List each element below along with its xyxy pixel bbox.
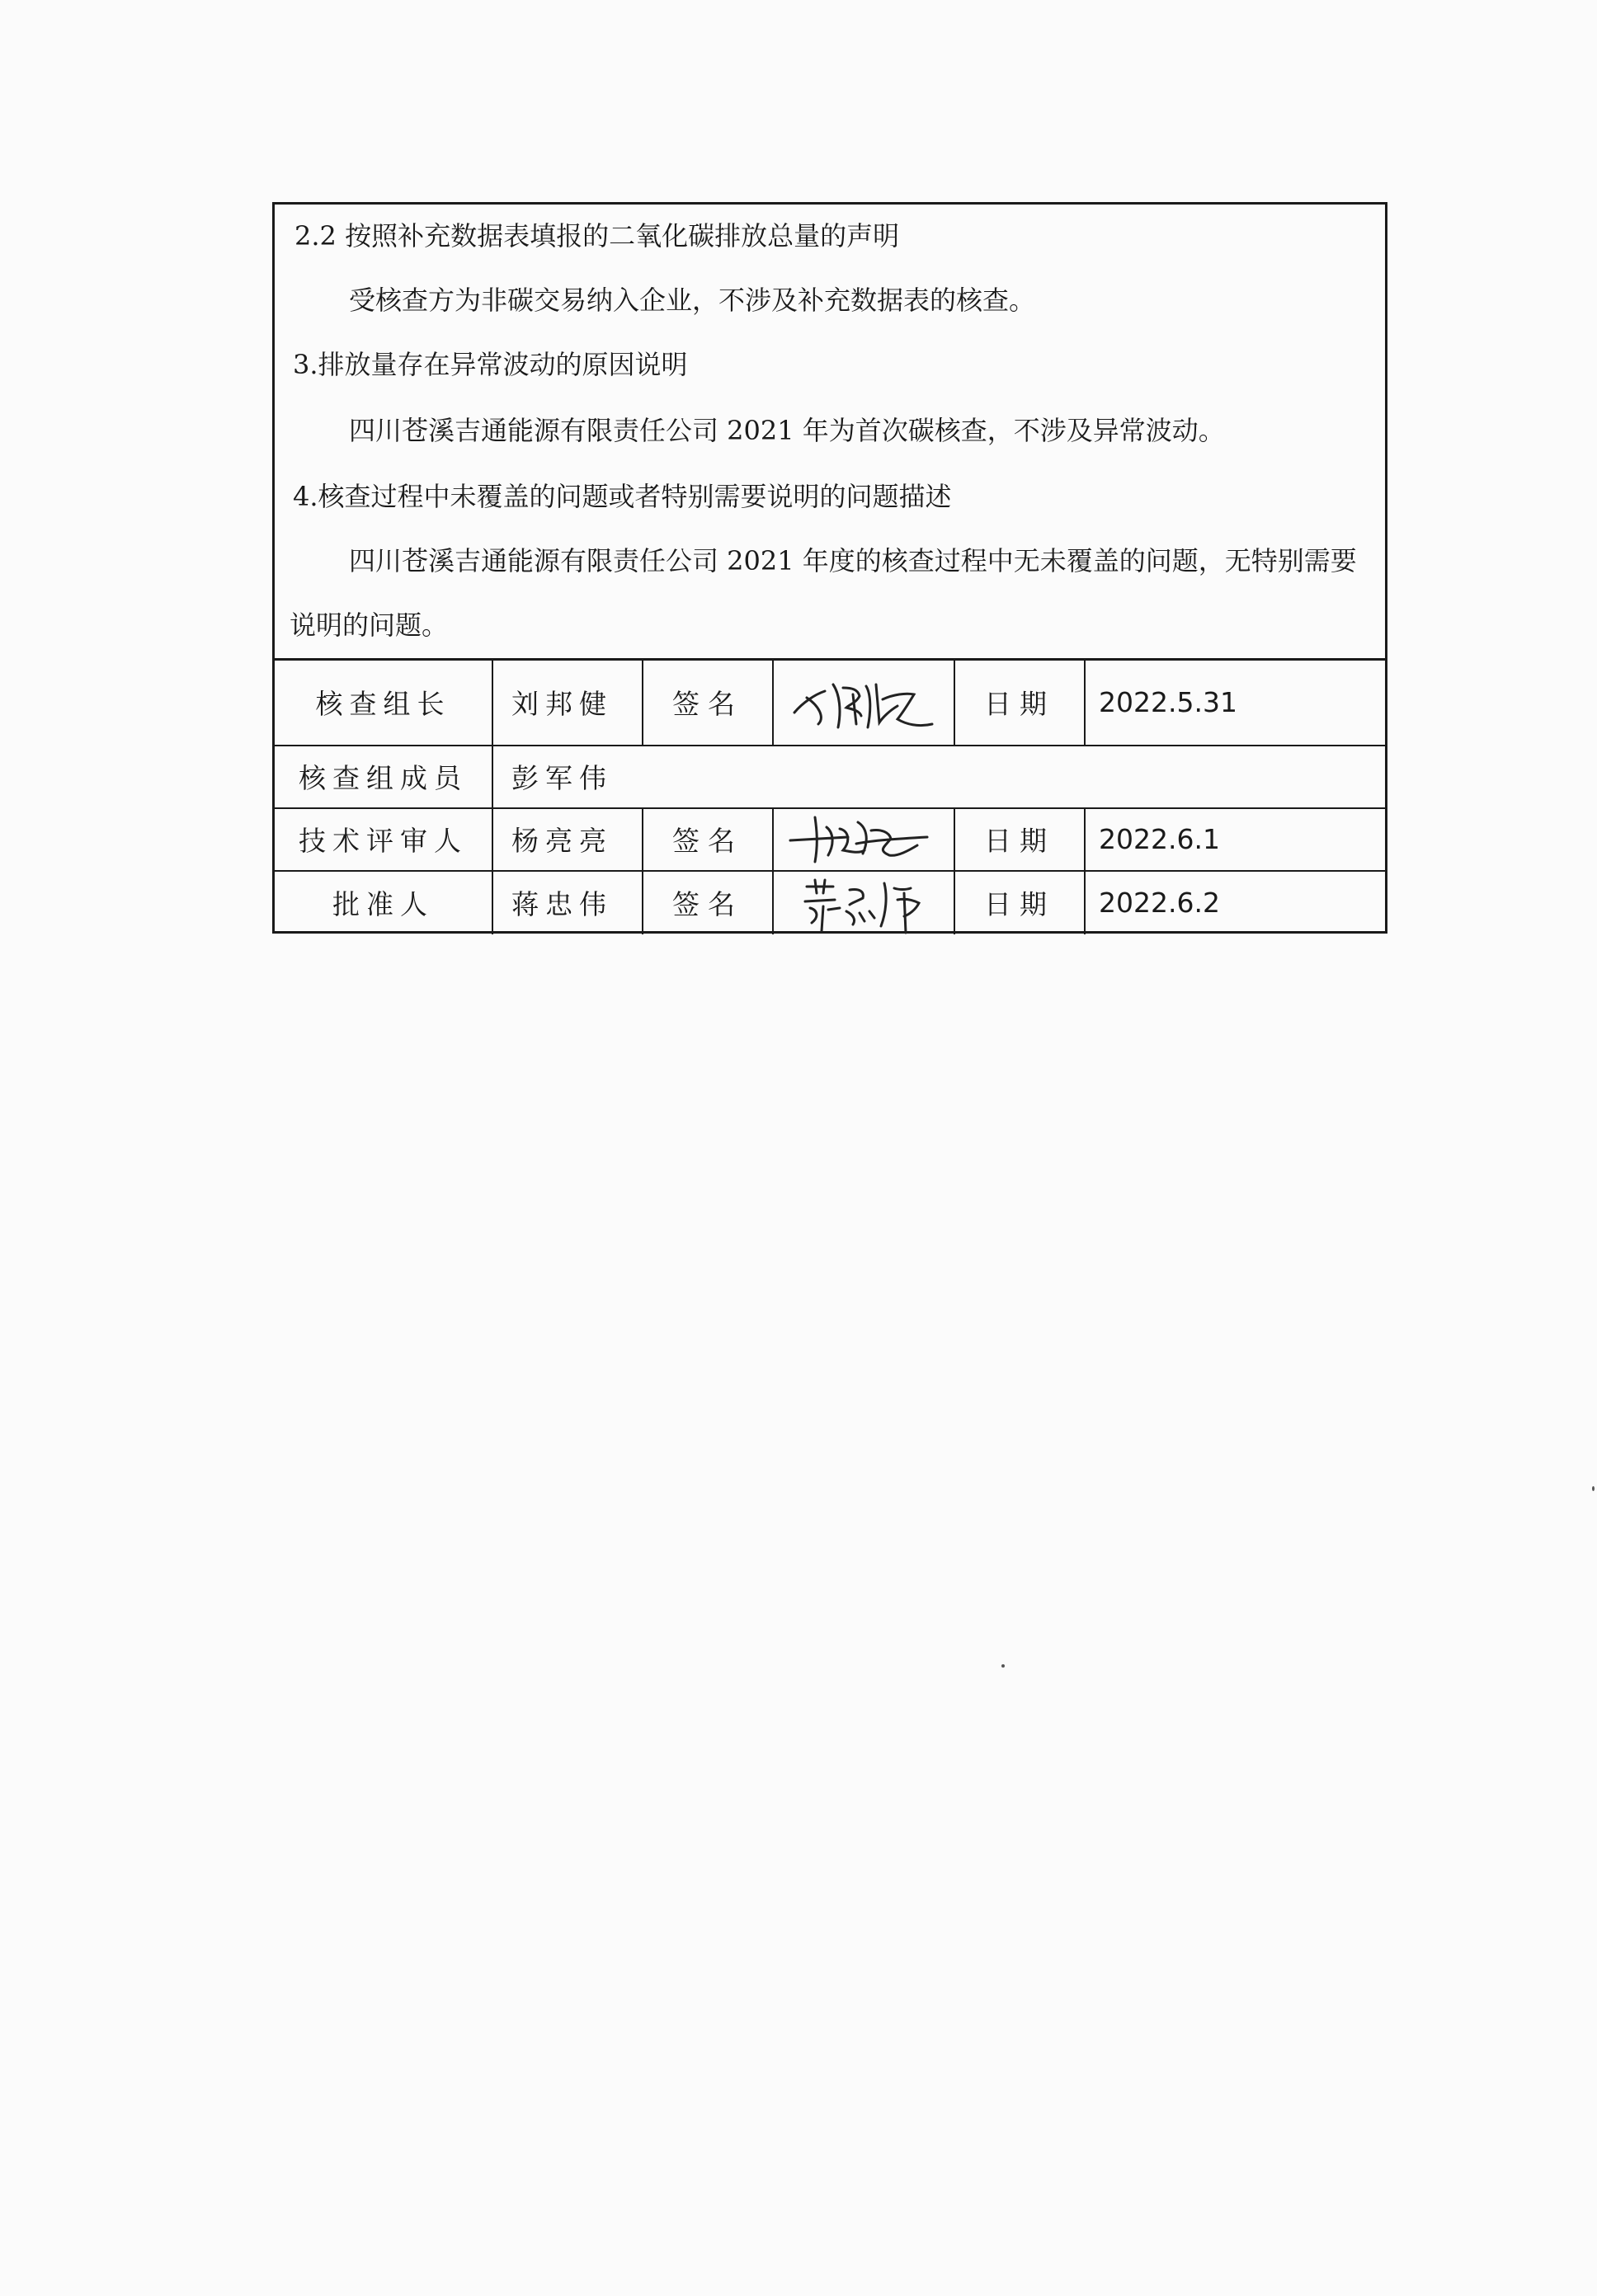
signature-leader-image xyxy=(774,670,955,736)
approver-date: 2022.6.2 xyxy=(1085,871,1385,934)
table-row xyxy=(275,808,1385,871)
leader-sign-label: 签名 xyxy=(643,660,773,746)
section-2-2-heading: 2.2 按照补充数据表填报的二氧化碳排放总量的声明 xyxy=(294,220,900,252)
member-label: 核查组成员 xyxy=(275,746,492,808)
approver-signature xyxy=(773,871,954,934)
reviewer-name: 杨亮亮 xyxy=(492,808,643,871)
leader-name: 刘邦健 xyxy=(492,660,643,746)
section-4-body-line2: 说明的问题。 xyxy=(290,609,449,641)
scan-speck xyxy=(1001,1664,1005,1668)
reviewer-label: 技术评审人 xyxy=(275,808,492,871)
leader-label: 核查组长 xyxy=(275,660,492,746)
section-2-2-body: 受核查方为非碳交易纳入企业，不涉及补充数据表的核查。 xyxy=(349,285,1036,316)
section-3-heading: 3.排放量存在异常波动的原因说明 xyxy=(293,349,688,380)
section-4-heading: 4.核查过程中未覆盖的问题或者特别需要说明的问题描述 xyxy=(293,481,952,512)
leader-date-label: 日期 xyxy=(954,660,1085,746)
table-row xyxy=(275,660,1385,746)
reviewer-date: 2022.6.1 xyxy=(1085,808,1385,871)
verification-box xyxy=(272,202,1387,934)
reviewer-signature xyxy=(773,808,954,871)
reviewer-sign-label: 签名 xyxy=(643,808,773,871)
approver-sign-label: 签名 xyxy=(643,871,773,934)
signoff-table xyxy=(275,658,1385,934)
leader-signature xyxy=(773,660,954,746)
reviewer-date-label: 日期 xyxy=(954,808,1085,871)
section-3-body: 四川苍溪吉通能源有限责任公司 2021 年为首次碳核查，不涉及异常波动。 xyxy=(349,415,1225,446)
approver-date-label: 日期 xyxy=(954,871,1085,934)
signature-approver-image xyxy=(774,872,955,934)
signature-reviewer-image xyxy=(774,811,955,868)
approver-name: 蒋忠伟 xyxy=(492,871,643,934)
leader-date: 2022.5.31 xyxy=(1085,660,1385,746)
notes-section xyxy=(275,205,1385,658)
section-4-body-line1: 四川苍溪吉通能源有限责任公司 2021 年度的核查过程中无未覆盖的问题，无特别需要 xyxy=(349,545,1357,576)
table-row xyxy=(275,746,1385,808)
approver-label: 批准人 xyxy=(275,871,492,934)
member-name: 彭军伟 xyxy=(492,746,1385,808)
scan-speck xyxy=(1592,1486,1595,1491)
table-row xyxy=(275,871,1385,934)
